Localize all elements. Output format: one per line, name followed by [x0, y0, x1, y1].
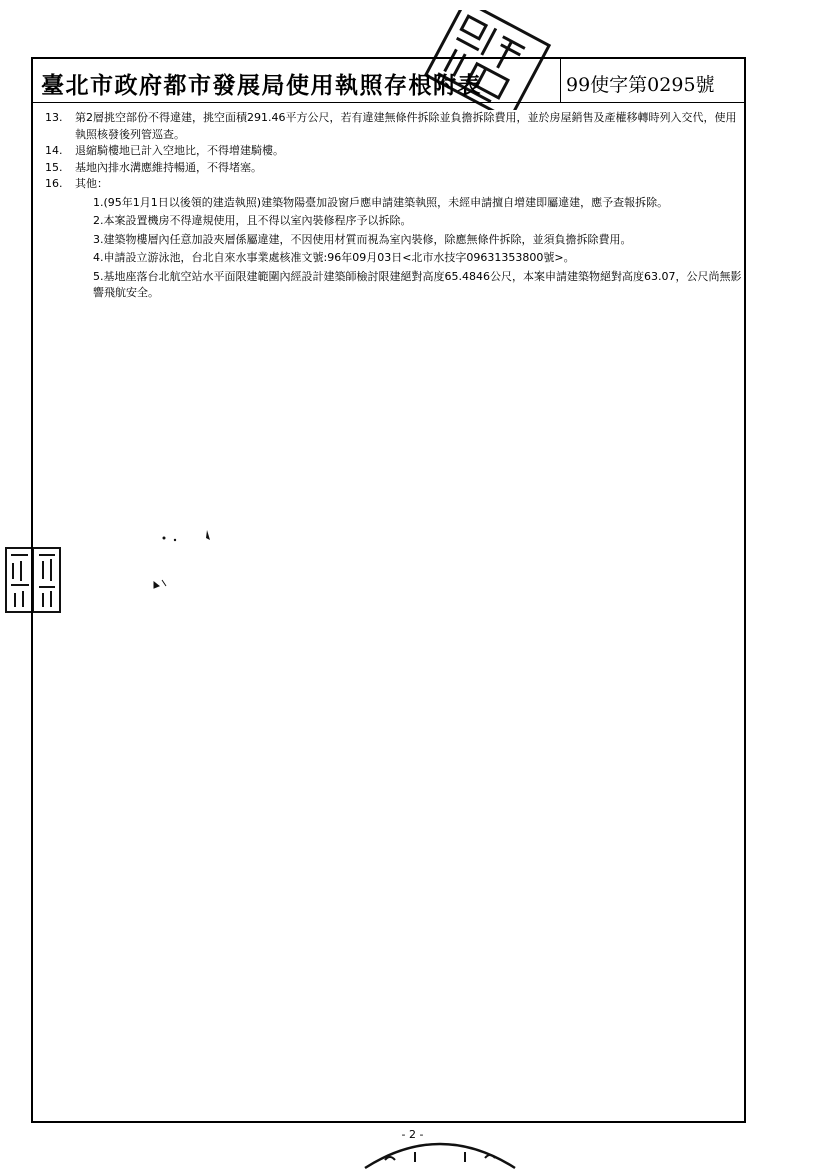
- list-item: [45, 110, 745, 143]
- list-item: [45, 143, 745, 160]
- page-number: - 2 -: [401, 1128, 424, 1141]
- sub-list: [75, 195, 745, 302]
- document-header: [33, 59, 744, 103]
- sub-list-item: 3.建築物樓層內任意加設夾層係屬違建，不因使用材質而視為室內裝修，除應無條件拆除，並須負擔拆除費用。: [93, 232, 632, 246]
- header-divider: [560, 59, 561, 102]
- list-item: [45, 160, 745, 177]
- item-number: 13.: [45, 111, 63, 124]
- item-text: 基地內排水溝應維持暢通，不得堵塞。: [75, 160, 262, 174]
- list-item: [45, 176, 745, 302]
- item-number: 15.: [45, 160, 63, 174]
- item-text: 退縮騎樓地已計入空地比，不得增建騎樓。: [75, 144, 284, 157]
- document-title: 臺北市政府都市發展局使用執照存根附表: [41, 72, 482, 99]
- sub-list-item: 1.(95年1月1日以後領的建造執照)建築物陽臺加設窗戶應申請建築執照，未經申請擅自增建即屬違建，應予查報拆除。: [93, 195, 669, 209]
- document-frame: [31, 57, 746, 1123]
- sub-list-item: 4.申請設立游泳池，台北自來水事業處核准文號:96年09月03日<北市水技字09631353800號>。: [93, 251, 575, 264]
- conditions-list: [45, 110, 745, 304]
- permit-number: 99使字第0295號: [566, 74, 715, 96]
- sub-list-item: 2.本案設置機房不得違規使用，且不得以室內裝修程序予以拆除。: [93, 214, 412, 227]
- bottom-seal-stamp: [355, 1130, 525, 1170]
- sub-list-item: 5.基地座落台北航空站水平面限建範圍內經設計建築師檢討限建絕對高度65.4846公尺，本案申請建築物絕對高度63.07，公尺尚無影響飛航安全。: [93, 269, 742, 299]
- item-number: 16.: [45, 177, 63, 190]
- item-text: 其他：: [75, 177, 108, 190]
- item-number: 14.: [45, 144, 63, 157]
- item-text: 第2層挑空部份不得違建，挑空面積291.46平方公尺，若有違建無條件拆除並負擔拆除費用，並於房屋銷售及產權移轉時列入交代，使用執照核發後列管巡查。: [75, 111, 737, 141]
